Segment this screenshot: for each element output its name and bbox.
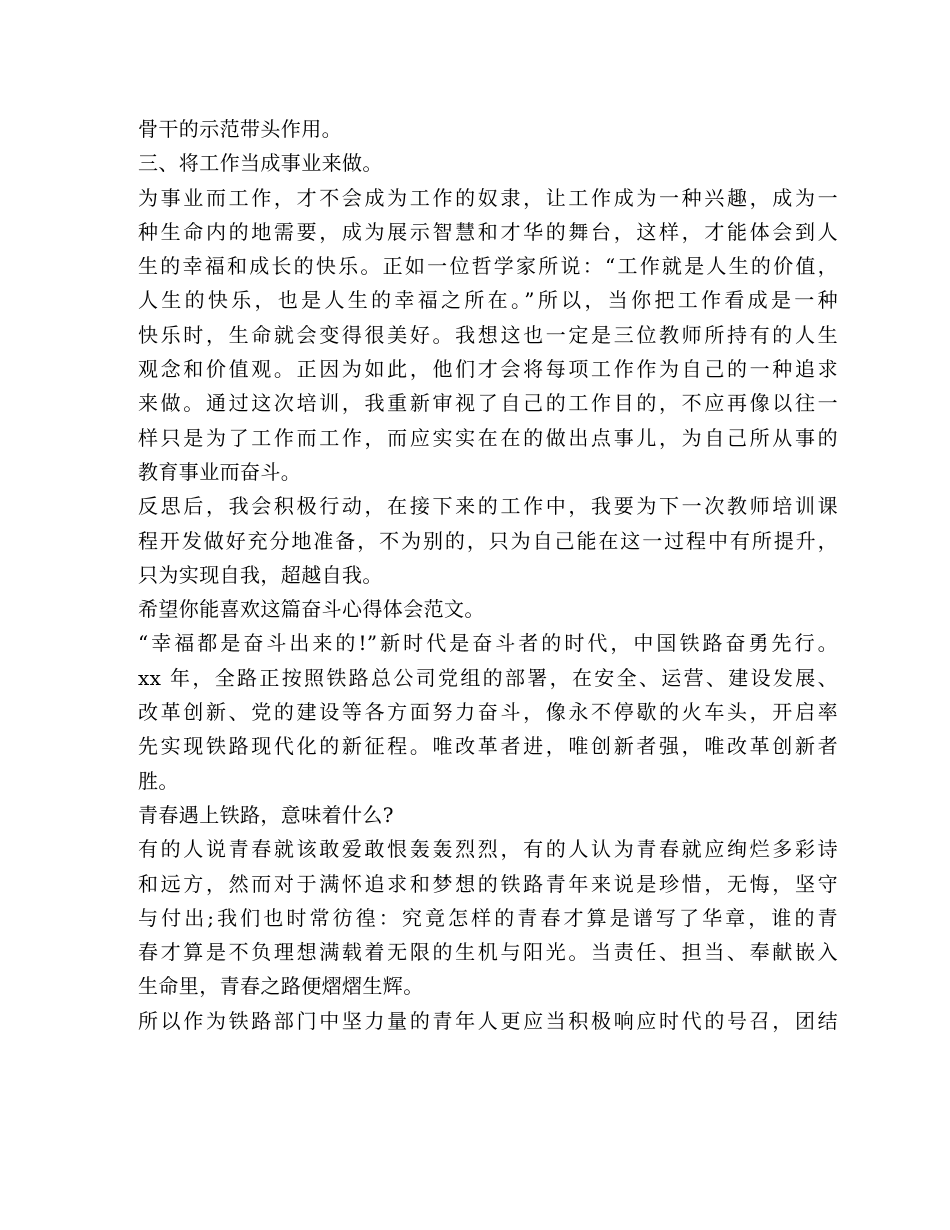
text-line: 快乐时，生命就会变得很美好。我想这也一定是三位教师所持有的人生 [138, 322, 838, 347]
text-line: 观念和价值观。正因为如此，他们才会将每项工作作为自己的一种追求 [138, 357, 838, 382]
text-line: 为事业而工作，才不会成为工作的奴隶，让工作成为一种兴趣，成为一 [138, 185, 838, 210]
text-line: 种生命内的地需要，成为展示智慧和才华的舞台，这样，才能体会到人 [138, 219, 838, 244]
text-line: 有的人说青春就该敢爱敢恨轰轰烈烈，有的人认为青春就应绚烂多彩诗 [138, 837, 838, 862]
text-line: 骨干的示范带头作用。 [138, 117, 342, 141]
text-line: 三、将工作当成事业来做。 [138, 151, 383, 176]
text-line: 改革创新、党的建设等各方面努力奋斗，像永不停歇的火车头，开启率 [138, 700, 838, 725]
body-text [138, 112, 838, 1038]
text-line: 胜。 [138, 768, 179, 793]
text-line: 与付出;我们也时常彷徨：究竟怎样的青春才算是谱写了华章，谁的青 [138, 905, 838, 930]
text-line: 人生的快乐，也是人生的幸福之所在。”所以，当你把工作看成是一种 [138, 288, 838, 313]
text-line: 和远方，然而对于满怀追求和梦想的铁路青年来说是珍惜，无悔，坚守 [138, 871, 838, 896]
text-line: 青春遇上铁路，意味着什么? [138, 802, 394, 827]
text-line: 教育事业而奋斗。 [138, 459, 302, 484]
text-line: 来做。通过这次培训，我重新审视了自己的工作目的，不应再像以往一 [138, 391, 838, 416]
text-line: 样只是为了工作而工作，而应实实在在的做出点事儿，为自己所从事的 [138, 425, 838, 450]
text-line: 只为实现自我，超越自我。 [138, 562, 383, 587]
text-line: 希望你能喜欢这篇奋斗心得体会范文。 [138, 597, 485, 622]
text-line: “幸福都是奋斗出来的!”新时代是奋斗者的时代，中国铁路奋勇先行。 [138, 631, 838, 656]
text-line: 所以作为铁路部门中坚力量的青年人更应当积极响应时代的号召，团结 [138, 1008, 838, 1033]
text-line: 反思后，我会积极行动，在接下来的工作中，我要为下一次教师培训课 [138, 494, 838, 519]
text-line: 生命里，青春之路便熠熠生辉。 [138, 974, 424, 999]
text-line: 先实现铁路现代化的新征程。唯改革者进，唯创新者强，唯改革创新者 [138, 734, 838, 759]
text-line: 春才算是不负理想满载着无限的生机与阳光。当责任、担当、奉献嵌入 [138, 940, 838, 965]
text-line: 程开发做好充分地准备，不为别的，只为自己能在这一过程中有所提升， [138, 528, 838, 553]
text-line: xx 年，全路正按照铁路总公司党组的部署，在安全、运营、建设发展、 [138, 665, 838, 690]
text-line: 生的幸福和成长的快乐。正如一位哲学家所说：“工作就是人生的价值， [138, 254, 838, 279]
